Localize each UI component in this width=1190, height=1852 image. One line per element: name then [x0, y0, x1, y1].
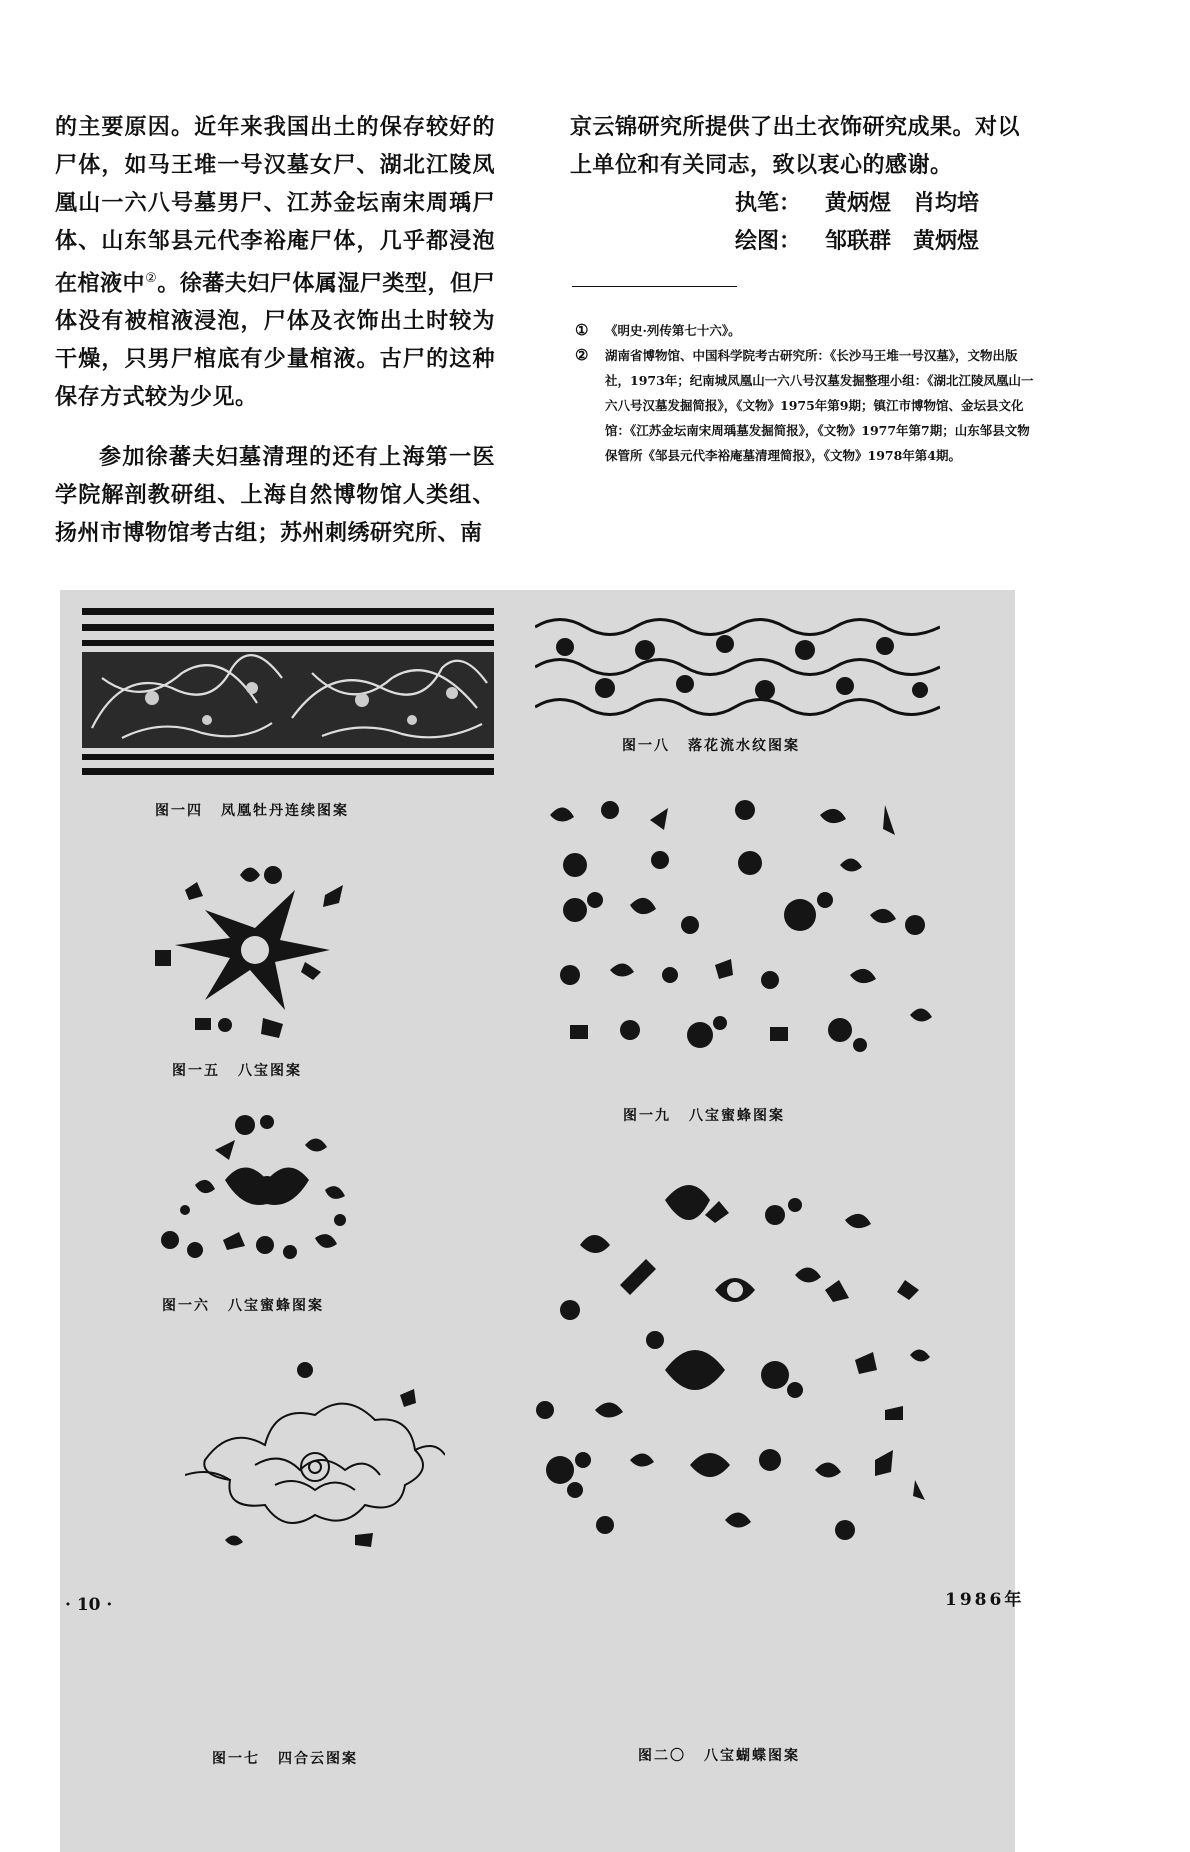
page-number: · 10 ·	[65, 1595, 113, 1615]
eight-treasures-pattern-image	[145, 850, 375, 1050]
figure-19-caption	[623, 1105, 785, 1125]
footnotes	[575, 318, 1035, 468]
credit-drawing	[570, 222, 1040, 260]
figure-16-num: 图一六	[162, 1298, 210, 1314]
issue-year: 1986年	[945, 1590, 1025, 1610]
figure-17-title: 四合云图案	[278, 1751, 358, 1767]
paragraph-2: 参加徐蕃夫妇墓清理的还有上海第一医学院解剖教研组、上海自然博物馆人类组、扬州市博物馆考古组；苏州刺绣研究所、南	[55, 444, 495, 547]
figure-14-title: 凤凰牡丹连续图案	[221, 803, 349, 819]
credit-writers-names: 黄炳煜 肖均培	[825, 190, 980, 216]
footnote-text: 湖南省博物馆、中国科学院考古研究所：《长沙马王堆一号汉墓》，文物出版社，1973年；纪南城凤凰山一六八号汉墓发掘整理小组：《湖北江陵凤凰山一六八号汉墓发掘简报》，《文物》1975年第9期；镇江市博物馆、金坛县文化馆：《江苏金坛南宋周瑀墓发掘简报》，《文物》1977年第7期；山东邹县文物保管所《邹县元代李裕庵墓清理简报》，《文物》1978年第4期。	[605, 348, 1034, 463]
bee-treasures-pattern-2-image	[540, 795, 950, 1075]
figure-18-title: 落花流水纹图案	[688, 738, 800, 754]
butterfly-treasures-pattern-image	[525, 1160, 955, 1560]
right-text-column	[570, 108, 1040, 260]
credit-writers-label: 执笔：	[735, 190, 802, 216]
footnote-1	[575, 318, 1035, 343]
phoenix-peony-pattern-image	[82, 608, 494, 783]
credit-writers	[570, 184, 1040, 222]
paragraph-1-tail: 。徐蕃夫妇尸体属湿尸类型，但尸体没有被棺液浸泡，尸体及衣饰出土时较为干燥，只男尸棺底有少量棺液。古尸的这种保存方式较为少见。	[55, 270, 495, 411]
figure-16-caption	[162, 1295, 324, 1315]
figure-18-caption	[622, 735, 800, 755]
figure-19-title: 八宝蜜蜂图案	[689, 1108, 785, 1124]
figure-15-caption	[172, 1060, 302, 1080]
footnote-2	[575, 343, 1035, 468]
footnote-text: 《明史·列传第七十六》。	[605, 323, 741, 338]
figure-20-title: 八宝蝴蝶图案	[704, 1748, 800, 1764]
figure-20-num: 图二〇	[638, 1748, 686, 1764]
footnote-mark: ②	[575, 346, 589, 364]
figure-17-num: 图一七	[212, 1751, 260, 1767]
paragraph-1-text: 的主要原因。近年来我国出土的保存较好的尸体，如马王堆一号汉墓女尸、湖北江陵凤凰山一六八号墓男尸、江苏金坛南宋周瑀尸体、山东邹县元代李裕庵尸体，几乎都浸泡在棺液中	[55, 114, 495, 297]
footnote-divider	[572, 286, 737, 287]
paragraph-1	[55, 108, 495, 416]
figure-15-num: 图一五	[172, 1063, 220, 1079]
figure-14-num: 图一四	[155, 803, 203, 819]
figure-plate	[60, 590, 1015, 1852]
credit-drawing-names: 邹联群 黄炳煜	[825, 228, 980, 254]
falling-flowers-pattern-image	[535, 612, 940, 727]
paragraph-3: 京云锦研究所提供了出土衣饰研究成果。对以上单位和有关同志，致以衷心的感谢。	[570, 114, 1021, 178]
figure-15-title: 八宝图案	[238, 1063, 302, 1079]
cloud-pattern-image	[185, 1355, 445, 1555]
bee-treasures-pattern-image	[155, 1110, 365, 1275]
figure-14-caption	[155, 800, 349, 820]
figure-20-caption	[638, 1745, 800, 1765]
footnote-mark: ①	[575, 321, 589, 339]
credit-drawing-label: 绘图：	[735, 228, 802, 254]
footnote-ref-2[interactable]: ②	[145, 271, 158, 286]
figure-17-caption	[212, 1748, 358, 1768]
figure-18-num: 图一八	[622, 738, 670, 754]
figure-16-title: 八宝蜜蜂图案	[228, 1298, 324, 1314]
figure-19-num: 图一九	[623, 1108, 671, 1124]
left-text-column	[55, 108, 495, 552]
